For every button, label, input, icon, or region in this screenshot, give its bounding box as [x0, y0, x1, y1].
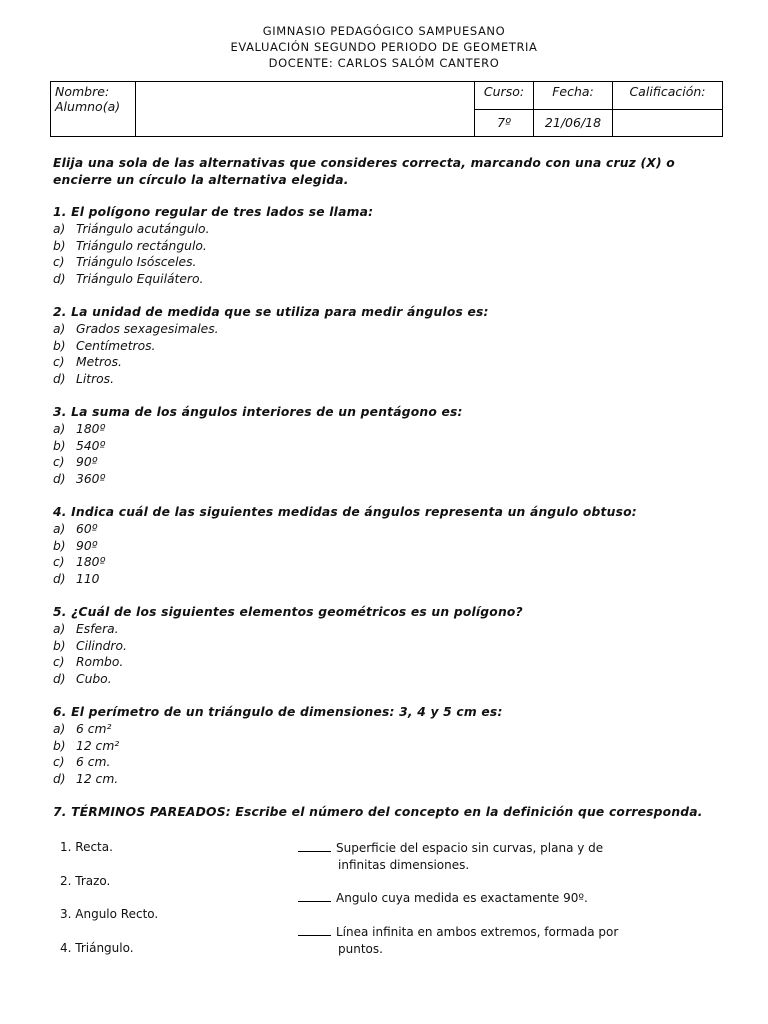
course-value: 7º	[475, 109, 534, 137]
option-letter: d)	[53, 572, 66, 587]
definition-text: Angulo cuya medida es exactamente 90º.	[336, 891, 588, 905]
option-letter: d)	[53, 472, 66, 487]
question-1	[53, 204, 723, 288]
answer-option[interactable]	[53, 521, 723, 538]
option-letter: b)	[53, 438, 66, 453]
school-name: GIMNASIO PEDAGÓGICO SAMPUESANO	[262, 24, 506, 38]
question-title: 3. La suma de los ángulos interiores de un pentágono es:	[53, 404, 463, 419]
option-text: 360º	[76, 472, 106, 487]
option-letter: c)	[53, 455, 65, 470]
option-letter: a)	[53, 321, 66, 336]
answer-option[interactable]	[53, 538, 723, 555]
name-label-cell	[51, 82, 136, 137]
option-text: Esfera.	[76, 621, 119, 636]
date-value: 21/06/18	[534, 109, 613, 137]
answer-option[interactable]	[53, 238, 723, 255]
answer-option[interactable]	[53, 438, 723, 455]
option-letter: a)	[53, 721, 66, 736]
question-6	[53, 704, 723, 788]
answer-option[interactable]	[53, 571, 723, 588]
answer-option[interactable]	[53, 338, 723, 355]
option-text: 12 cm²	[76, 738, 120, 753]
student-label: Alumno(a)	[55, 99, 121, 114]
matching-section	[0, 838, 768, 968]
term-item: 4. Triángulo.	[60, 941, 134, 955]
answer-option[interactable]	[53, 271, 723, 288]
option-letter: c)	[53, 555, 65, 570]
question-list	[53, 204, 723, 821]
answer-option[interactable]	[53, 721, 723, 738]
name-label: Nombre:	[55, 84, 110, 99]
definition-text: infinitas dimensiones.	[338, 858, 470, 872]
option-letter: c)	[53, 755, 65, 770]
option-text: Centímetros.	[76, 338, 156, 353]
option-text: 90º	[76, 455, 98, 470]
option-letter: b)	[53, 538, 66, 553]
grade-label: Calificación:	[613, 82, 723, 110]
answer-option[interactable]	[53, 254, 723, 271]
question-title: 6. El perímetro de un triángulo de dimensiones: 3, 4 y 5 cm es:	[53, 704, 503, 719]
exam-title: EVALUACIÓN SEGUNDO PERIODO DE GEOMETRIA	[230, 40, 538, 54]
course-label: Curso:	[475, 82, 534, 110]
option-letter: b)	[53, 238, 66, 253]
definition-item	[298, 890, 658, 907]
option-text: 12 cm.	[76, 772, 119, 787]
question-7	[53, 804, 723, 821]
answer-option[interactable]	[53, 654, 723, 671]
option-letter: a)	[53, 621, 66, 636]
term-item: 1. Recta.	[60, 840, 113, 854]
answer-option[interactable]	[53, 371, 723, 388]
answer-option[interactable]	[53, 471, 723, 488]
option-letter: d)	[53, 372, 66, 387]
answer-option[interactable]	[53, 621, 723, 638]
option-text: 6 cm²	[76, 721, 112, 736]
answer-option[interactable]	[53, 354, 723, 371]
answer-blank[interactable]	[298, 925, 331, 936]
teacher-name: DOCENTE: CARLOS SALÓM CANTERO	[268, 56, 500, 70]
option-text: Triángulo acutángulo.	[76, 221, 210, 236]
option-letter: d)	[53, 672, 66, 687]
date-label: Fecha:	[534, 82, 613, 110]
option-letter: c)	[53, 355, 65, 370]
answer-option[interactable]	[53, 454, 723, 471]
answer-option[interactable]	[53, 421, 723, 438]
option-letter: c)	[53, 255, 65, 270]
answer-option[interactable]	[53, 554, 723, 571]
term-item: 3. Angulo Recto.	[60, 907, 159, 921]
answer-option[interactable]	[53, 671, 723, 688]
question-5	[53, 604, 723, 688]
answer-blank[interactable]	[298, 841, 331, 852]
option-text: Triángulo rectángulo.	[76, 238, 207, 253]
answer-option[interactable]	[53, 738, 723, 755]
instructions: Elija una sola de las alternativas que consideres correcta, marcando con una cruz (X) o encierre un círculo la alternativa elegida.	[53, 156, 675, 187]
option-letter: a)	[53, 421, 66, 436]
option-text: Metros.	[76, 355, 122, 370]
option-text: Triángulo Isósceles.	[76, 255, 197, 270]
option-letter: d)	[53, 272, 66, 287]
question-3	[53, 404, 723, 488]
option-text: Cubo.	[76, 672, 112, 687]
option-letter: b)	[53, 738, 66, 753]
answer-option[interactable]	[53, 221, 723, 238]
option-text: Litros.	[76, 372, 114, 387]
answer-option[interactable]	[53, 771, 723, 788]
definition-text: Superficie del espacio sin curvas, plana y de	[336, 841, 604, 855]
student-info-table	[50, 81, 723, 137]
term-item: 2. Trazo.	[60, 874, 111, 888]
option-letter: a)	[53, 521, 66, 536]
answer-option[interactable]	[53, 321, 723, 338]
grade-field[interactable]	[613, 109, 723, 137]
exam-content	[53, 155, 723, 837]
option-letter: b)	[53, 638, 66, 653]
option-text: 90º	[76, 538, 98, 553]
name-field[interactable]	[136, 82, 475, 137]
option-text: Cilindro.	[76, 638, 127, 653]
definition-item	[298, 924, 658, 958]
definition-item	[298, 840, 658, 874]
exam-header	[0, 23, 768, 71]
question-title: 5. ¿Cuál de los siguientes elementos geométricos es un polígono?	[53, 604, 523, 619]
answer-option[interactable]	[53, 638, 723, 655]
answer-option[interactable]	[53, 754, 723, 771]
option-text: 60º	[76, 521, 98, 536]
option-text: Grados sexagesimales.	[76, 321, 219, 336]
option-text: 180º	[76, 555, 106, 570]
option-letter: a)	[53, 221, 66, 236]
option-text: 6 cm.	[76, 755, 111, 770]
option-letter: c)	[53, 655, 65, 670]
option-text: 110	[76, 572, 100, 587]
question-4	[53, 504, 723, 588]
question-title: 2. La unidad de medida que se utiliza para medir ángulos es:	[53, 304, 489, 319]
option-text: 540º	[76, 438, 106, 453]
question-title: 7. TÉRMINOS PAREADOS: Escribe el número del concepto en la definición que corresponda.	[53, 804, 703, 819]
question-title: 1. El polígono regular de tres lados se llama:	[53, 205, 374, 219]
answer-blank[interactable]	[298, 891, 331, 902]
option-text: 180º	[76, 421, 106, 436]
question-2	[53, 304, 723, 388]
definition-text: puntos.	[338, 942, 383, 956]
option-letter: d)	[53, 772, 66, 787]
option-text: Triángulo Equilátero.	[76, 272, 204, 287]
option-letter: b)	[53, 338, 66, 353]
question-title: 4. Indica cuál de las siguientes medidas de ángulos representa un ángulo obtuso:	[53, 504, 637, 519]
option-text: Rombo.	[76, 655, 124, 670]
definition-text: Línea infinita en ambos extremos, formada por	[336, 925, 619, 939]
